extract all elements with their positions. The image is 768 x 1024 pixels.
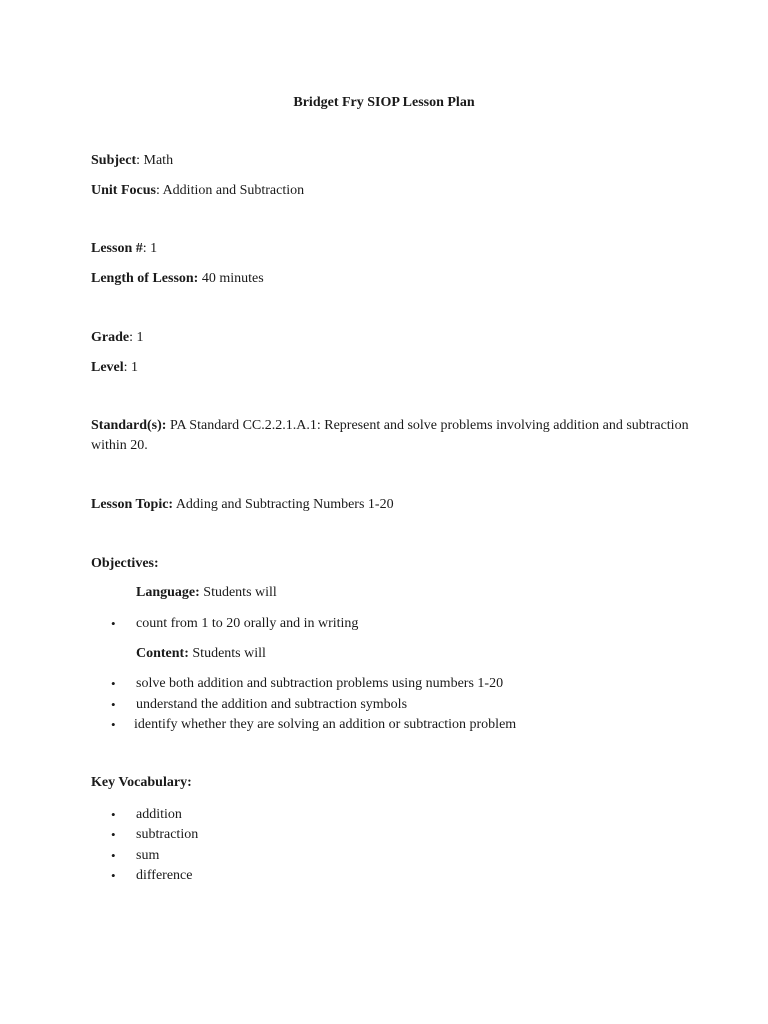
unit-focus-field xyxy=(91,182,304,200)
page-title: Bridget Fry SIOP Lesson Plan xyxy=(293,95,475,110)
length-label: Length of Lesson: xyxy=(91,271,199,286)
subject-value: : Math xyxy=(136,153,174,168)
language-item: count from 1 to 20 orally and in writing xyxy=(136,616,359,631)
vocabulary-item: addition xyxy=(136,807,182,822)
lesson-topic-field xyxy=(91,496,394,514)
language-label: Language: xyxy=(136,585,200,600)
bullet-icon: • xyxy=(111,868,116,883)
vocabulary-item: sum xyxy=(136,848,160,863)
bullet-icon: • xyxy=(111,616,116,631)
key-vocabulary-heading: Key Vocabulary: xyxy=(91,775,192,790)
lesson-number-value: : 1 xyxy=(142,241,158,256)
content-label: Content: xyxy=(136,646,189,661)
subject-field xyxy=(91,152,173,170)
length-field xyxy=(91,270,264,288)
bullet-icon: • xyxy=(111,848,116,863)
content-value: Students will xyxy=(188,646,266,661)
bullet-icon: • xyxy=(111,827,116,842)
lesson-number-label: Lesson # xyxy=(91,241,143,256)
unit-focus-value: : Addition and Subtraction xyxy=(155,183,305,198)
length-value: 40 minutes xyxy=(198,271,264,286)
grade-label: Grade xyxy=(91,330,130,345)
standards-field xyxy=(91,416,691,456)
lesson-topic-value: Adding and Subtracting Numbers 1-20 xyxy=(173,497,394,512)
unit-focus-label: Unit Focus xyxy=(91,183,156,198)
bullet-icon: • xyxy=(111,717,116,732)
content-objective xyxy=(136,645,266,663)
objectives-heading: Objectives: xyxy=(91,556,159,571)
content-item: understand the addition and subtraction symbols xyxy=(136,697,408,712)
standards-value: PA Standard CC.2.2.1.A.1: Represent and solve problems involving addition and subtraction within 20. xyxy=(91,418,689,453)
vocabulary-item: subtraction xyxy=(136,827,199,842)
bullet-icon: • xyxy=(111,676,116,691)
bullet-icon: • xyxy=(111,807,116,822)
subject-label: Subject xyxy=(91,153,137,168)
language-value: Students will xyxy=(199,585,277,600)
standards-label: Standard(s): xyxy=(91,418,167,433)
grade-field xyxy=(91,329,144,347)
vocabulary-item: difference xyxy=(136,868,193,883)
lesson-topic-label: Lesson Topic: xyxy=(91,497,174,512)
lesson-number-field xyxy=(91,240,157,258)
bullet-icon: • xyxy=(111,697,116,712)
language-objective xyxy=(136,584,277,602)
content-item: identify whether they are solving an addition or subtraction problem xyxy=(134,717,517,732)
grade-value: : 1 xyxy=(129,330,144,345)
level-value: : 1 xyxy=(123,360,139,375)
level-label: Level xyxy=(91,360,124,375)
level-field xyxy=(91,359,138,377)
content-item: solve both addition and subtraction problems using numbers 1-20 xyxy=(136,676,504,691)
